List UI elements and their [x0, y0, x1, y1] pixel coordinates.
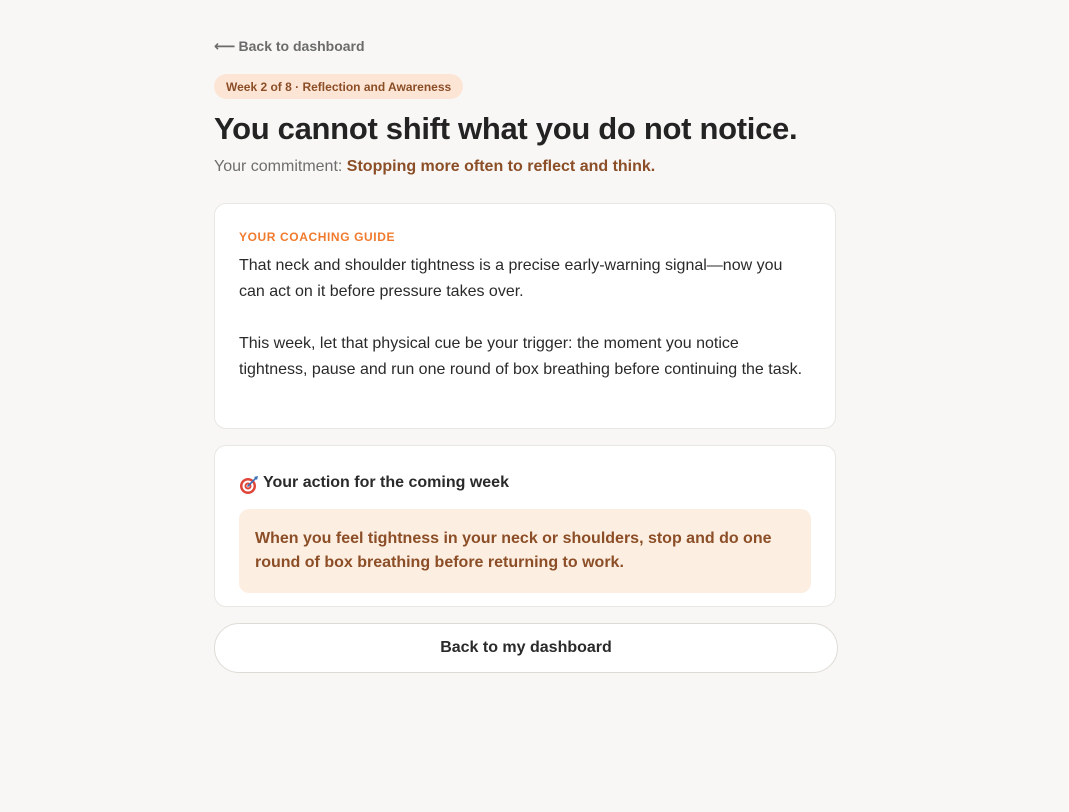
action-text: When you feel tightness in your neck or shoulders, stop and do one round of box breathing before returning to work. — [239, 509, 811, 593]
coaching-guide-paragraph: This week, let that physical cue be your trigger: the moment you notice tightness, pause and run one round of box breathing before continuing the task. — [239, 335, 803, 378]
arrow-left-icon: ⟵ — [214, 37, 236, 55]
back-to-my-dashboard-button[interactable]: Back to my dashboard — [214, 623, 838, 673]
coaching-guide-card — [214, 203, 836, 429]
back-to-dashboard-link[interactable] — [214, 37, 365, 55]
commitment-prefix: Your commitment: — [214, 158, 343, 175]
coaching-guide-label: YOUR COACHING GUIDE — [239, 230, 396, 244]
action-title-row — [239, 473, 811, 493]
target-icon — [239, 475, 257, 493]
weekly-action-card — [214, 445, 836, 607]
commitment-line — [214, 157, 655, 177]
action-title: Your action for the coming week — [263, 474, 509, 491]
week-badge: Week 2 of 8 · Reflection and Awareness — [214, 74, 463, 99]
page-title: You cannot shift what you do not notice. — [214, 111, 798, 146]
back-link-label: Back to dashboard — [238, 38, 365, 54]
commitment-value: Stopping more often to reflect and think. — [346, 158, 656, 175]
coaching-guide-paragraph: That neck and shoulder tightness is a precise early-warning signal—now you can act on it before pressure takes over. — [239, 257, 783, 300]
